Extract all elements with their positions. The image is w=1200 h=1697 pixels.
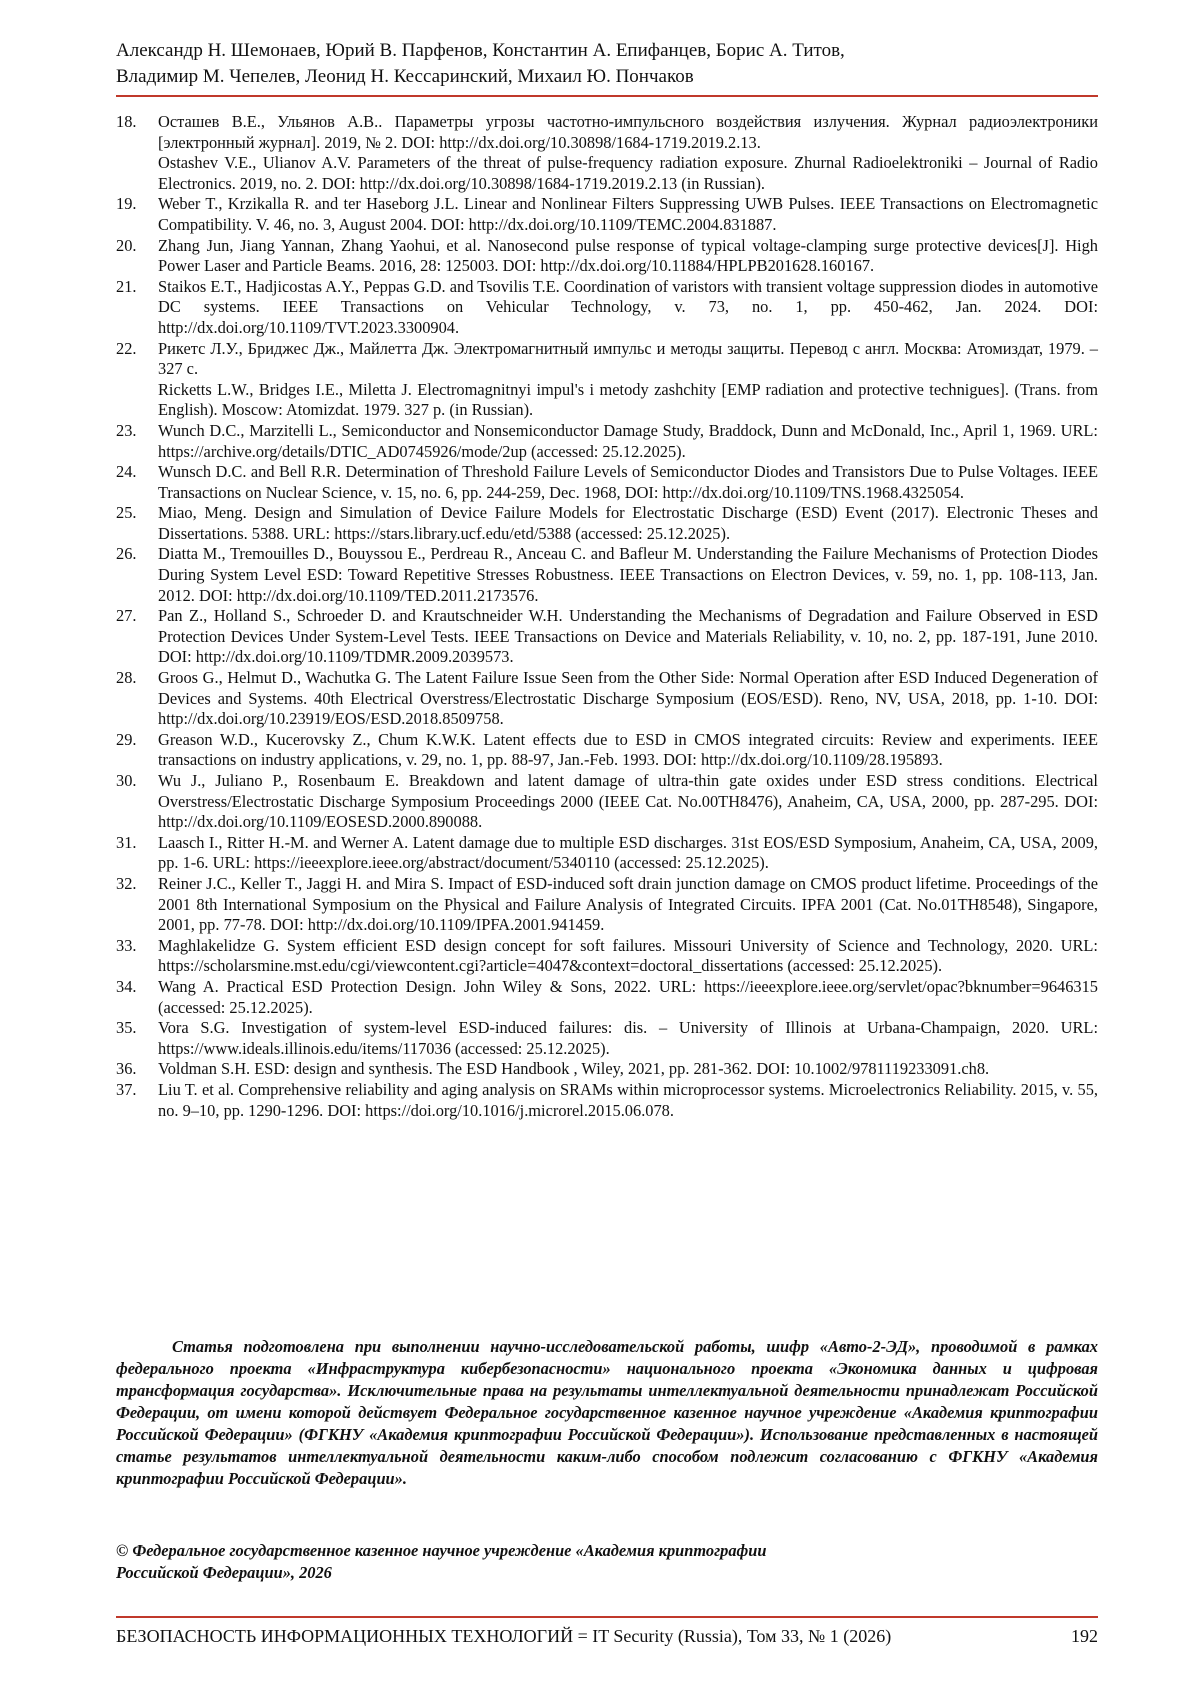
running-footer xyxy=(116,1624,1098,1648)
reference-text xyxy=(158,194,1098,235)
reference-number: 20. xyxy=(116,235,137,255)
reference-number: 29. xyxy=(116,729,137,749)
reference-item xyxy=(116,503,1098,544)
copyright-line-1: © Федеральное государственное казенное научное учреждение «Академия криптографии xyxy=(116,1541,767,1560)
reference-item xyxy=(116,874,1098,936)
reference-text xyxy=(158,606,1098,668)
reference-number: 34. xyxy=(116,976,137,996)
reference-item xyxy=(116,421,1098,462)
reference-number: 18. xyxy=(116,112,137,131)
reference-item xyxy=(116,606,1098,668)
reference-text xyxy=(158,833,1098,874)
reference-text xyxy=(158,277,1098,339)
reference-text xyxy=(158,503,1098,544)
page-number: 192 xyxy=(1071,1626,1098,1646)
reference-paragraph: Groos G., Helmut D., Wachutka G. The Latent Failure Issue Seen from the Other Side: Normal Operation after ESD Induced Degeneration of Devices and Systems. 40th Electrical Overstress/Electrostatic Discharge Symposium (EOS/ESD). Reno, NV, USA, 2018, pp. 1-10. DOI: http://dx.doi.org/10.23919/EOS/ESD.2018.8509758. xyxy=(158,668,1098,729)
reference-item xyxy=(116,833,1098,874)
copyright-line-2: Российской Федерации», 2026 xyxy=(116,1563,332,1582)
reference-text xyxy=(158,730,1098,771)
reference-text xyxy=(158,668,1098,730)
reference-item xyxy=(116,462,1098,503)
reference-paragraph: Liu T. et al. Comprehensive reliability and aging analysis on SRAMs within microprocessor systems. Microelectronics Reliability. 2015, v. 55, no. 9–10, pp. 1290-1296. DOI: https://doi.org/10.1016/j.microrel.2015.06.078. xyxy=(158,1079,1098,1120)
reference-paragraph: Greason W.D., Kucerovsky Z., Chum K.W.K. Latent effects due to ESD in CMOS integrated circuits: Review and experiments. IEEE transactions on industry applications, v. 29, no. 1, pp. 88-97, Jan.-Feb. 1993. DOI: http://dx.doi.org/10.1109/28.195893. xyxy=(158,729,1098,770)
reference-item xyxy=(116,194,1098,235)
reference-paragraph: Reiner J.C., Keller T., Jaggi H. and Mira S. Impact of ESD-induced soft drain junction damage on CMOS product lifetime. Proceedings of the 2001 8th International Symposium on the Physical and Failure Analysis of Integrated Circuits. IPFA 2001 (Cat. No.01TH8548), Singapore, 2001, pp. 77-78. DOI: http://dx.doi.org/10.1109/IPFA.2001.941459. xyxy=(158,873,1098,935)
reference-paragraph: Pan Z., Holland S., Schroeder D. and Krautschneider W.H. Understanding the Mechanisms of Degradation and Failure Observed in ESD Protection Devices Under System-Level Tests. IEEE Transactions on Device and Materials Reliability, v. 10, no. 2, pp. 187-191, June 2010. DOI: http://dx.doi.org/10.1109/TDMR.2009.2039573. xyxy=(158,606,1098,667)
authors-line-2: Владимир М. Чепелев, Леонид Н. Кессаринский, Михаил Ю. Пончаков xyxy=(116,66,694,87)
copyright-notice xyxy=(116,1540,1098,1584)
reference-item xyxy=(116,1080,1098,1121)
reference-item xyxy=(116,1018,1098,1059)
reference-number: 36. xyxy=(116,1059,137,1079)
reference-item xyxy=(116,730,1098,771)
reference-text xyxy=(158,112,1098,194)
reference-text xyxy=(158,936,1098,977)
reference-number: 19. xyxy=(116,194,137,214)
reference-paragraph: Ostashev V.E., Ulianov A.V. Parameters of the threat of pulse-frequency radiation exposure. Zhurnal Radioelektroniki – Journal of Radio Electronics. 2019, no. 2. DOI: http://dx.doi.org/10.30898/1684-1719.2019.2.13 (in Russian). xyxy=(158,153,1098,193)
reference-text xyxy=(158,462,1098,503)
reference-paragraph: Staikos E.T., Hadjicostas A.Y., Peppas G.D. and Tsovilis T.E. Coordination of varistors with transient voltage suppression diodes in automotive DC systems. IEEE Transactions on Vehicular Technology, v. 73, no. 1, pp. 450-462, Jan. 2024. DOI: http://dx.doi.org/10.1109/TVT.2023.3300904. xyxy=(158,276,1098,337)
reference-text xyxy=(158,1080,1098,1121)
reference-number: 31. xyxy=(116,832,137,852)
reference-text xyxy=(158,421,1098,462)
reference-paragraph: Laasch I., Ritter H.-M. and Werner A. Latent damage due to multiple ESD discharges. 31st EOS/ESD Symposium, Anaheim, CA, USA, 2009, pp. 1-6. URL: https://ieeexplore.ieee.org/abstract/document/5340110 (accessed: 25.12.2025). xyxy=(158,832,1098,873)
reference-number: 30. xyxy=(116,771,137,790)
reference-paragraph: Wunsch D.C. and Bell R.R. Determination of Threshold Failure Levels of Semiconductor Diodes and Transistors Due to Pulse Voltages. IEEE Transactions on Nuclear Science, v. 15, no. 6, pp. 244-259, Dec. 1968, DOI: http://dx.doi.org/10.1109/TNS.1968.4325054. xyxy=(158,462,1098,502)
journal-citation: БЕЗОПАСНОСТЬ ИНФОРМАЦИОННЫХ ТЕХНОЛОГИЙ = IT Security (Russia), Том 33, № 1 (2026) xyxy=(116,1626,892,1646)
reference-paragraph: Wu J., Juliano P., Rosenbaum E. Breakdown and latent damage of ultra-thin gate oxides under ESD stress conditions. Electrical Overstress/Electrostatic Discharge Symposium Proceedings 2000 (IEEE Cat. No.00TH8476), Anaheim, CA, USA, 2000, pp. 287-295. DOI: http://dx.doi.org/10.1109/EOSESD.2000.890088. xyxy=(158,771,1098,832)
running-header xyxy=(116,38,1096,90)
reference-item xyxy=(116,977,1098,1018)
reference-number: 26. xyxy=(116,544,137,564)
reference-item xyxy=(116,112,1098,194)
reference-item xyxy=(116,771,1098,833)
reference-number: 33. xyxy=(116,935,137,955)
reference-text xyxy=(158,339,1098,421)
reference-item xyxy=(116,936,1098,977)
reference-paragraph: Осташев В.Е., Ульянов А.В.. Параметры угрозы частотно-импульсного воздействия излучения. Журнал радиоэлектроники [электронный журнал]. 2019, № 2. DOI: http://dx.doi.org/10.30898/1684-1719.2019.2.13. xyxy=(158,112,1098,152)
reference-item xyxy=(116,277,1098,339)
reference-paragraph: Рикетс Л.У., Бриджес Дж., Майлетта Дж. Электромагнитный импульс и методы защиты. Перевод с англ. Москва: Атомиздат, 1979. – 327 с. xyxy=(158,338,1098,379)
reference-paragraph: Miao, Meng. Design and Simulation of Device Failure Models for Electrostatic Discharge (ESD) Event (2017). Electronic Theses and Dissertations. 5388. URL: https://stars.library.ucf.edu/etd/5388 (accessed: 25.12.2025). xyxy=(158,503,1098,543)
reference-text xyxy=(158,1059,1098,1080)
reference-number: 27. xyxy=(116,606,137,626)
reference-paragraph: Maghlakelidze G. System efficient ESD design concept for soft failures. Missouri University of Science and Technology, 2020. URL: https://scholarsmine.mst.edu/cgi/viewcontent.cgi?article=4047&context=doctoral_dissertations (accessed: 25.12.2025). xyxy=(158,935,1098,976)
reference-paragraph: Ricketts L.W., Bridges I.E., Miletta J. Electromagnitnyi impul's i metody zashchity [EMP radiation and protective technigues]. (Trans. from English). Moscow: Atomizdat. 1979. 327 p. (in Russian). xyxy=(158,379,1098,420)
reference-paragraph: Voldman S.H. ESD: design and synthesis. The ESD Handbook , Wiley, 2021, pp. 281-362. DOI: 10.1002/9781119233091.ch8. xyxy=(158,1059,990,1079)
reference-number: 22. xyxy=(116,338,137,358)
reference-paragraph: Zhang Jun, Jiang Yannan, Zhang Yaohui, et al. Nanosecond pulse response of typical voltage-clamping surge protective devices[J]. High Power Laser and Particle Beams. 2016, 28: 125003. DOI: http://dx.doi.org/10.11884/HPLPB201628.160167. xyxy=(158,235,1098,276)
reference-text xyxy=(158,874,1098,936)
reference-number: 35. xyxy=(116,1018,137,1038)
reference-text xyxy=(158,1018,1098,1059)
authors-line-1: Александр Н. Шемонаев, Юрий В. Парфенов, Константин А. Епифанцев, Борис А. Титов, xyxy=(116,40,845,61)
header-divider xyxy=(116,95,1098,97)
reference-paragraph: Diatta M., Tremouilles D., Bouyssou E., Perdreau R., Anceau C. and Bafleur M. Understanding the Failure Mechanisms of Protection Diodes During System Level ESD: Toward Repetitive Stresses Robustness. IEEE Transactions on Electron Devices, v. 59, no. 1, pp. 108-113, Jan. 2012. DOI: http://dx.doi.org/10.1109/TED.2011.2173576. xyxy=(158,544,1098,605)
funding-note: Статья подготовлена при выполнении научно-исследовательской работы, шифр «Авто-2-ЭД», проводимой в рамках федерального проекта «Инфраструктура кибербезопасности» национального проекта «Экономика данных и цифровая трансформация государства». Исключительные права на результаты интеллектуальной деятельности принадлежат Российской Федерации, от имени которой действует Федеральное государственное казенное научное учреждение «Академия криптографии Российской Федерации» (ФГКНУ «Академия криптографии Российской Федерации»). Использование представленных в настоящей статье результатов интеллектуальной деятельности каким-либо способом подлежит согласованию с ФГКНУ «Академия криптографии Российской Федерации». xyxy=(116,1337,1098,1488)
reference-text xyxy=(158,977,1098,1018)
reference-item xyxy=(116,1059,1098,1080)
reference-number: 24. xyxy=(116,462,137,482)
reference-item xyxy=(116,668,1098,730)
reference-number: 32. xyxy=(116,873,137,893)
reference-item xyxy=(116,339,1098,421)
reference-number: 25. xyxy=(116,503,137,523)
reference-paragraph: Vora S.G. Investigation of system-level ESD-induced failures: dis. – University of Illinois at Urbana-Champaign, 2020. URL: https://www.ideals.illinois.edu/items/117036 (accessed: 25.12.2025). xyxy=(158,1018,1098,1058)
reference-number: 21. xyxy=(116,276,137,296)
reference-text xyxy=(158,544,1098,606)
reference-item xyxy=(116,544,1098,606)
reference-number: 23. xyxy=(116,420,137,440)
reference-text xyxy=(158,771,1098,833)
reference-number: 28. xyxy=(116,668,137,688)
reference-text xyxy=(158,236,1098,277)
reference-number: 37. xyxy=(116,1079,137,1099)
reference-paragraph: Wang A. Practical ESD Protection Design. John Wiley & Sons, 2022. URL: https://ieeexplore.ieee.org/servlet/opac?bknumber=9646315 (accessed: 25.12.2025). xyxy=(158,976,1098,1017)
reference-item xyxy=(116,236,1098,277)
footer-divider xyxy=(116,1616,1098,1618)
reference-list xyxy=(116,112,1098,1121)
reference-paragraph: Wunch D.C., Marzitelli L., Semiconductor and Nonsemiconductor Damage Study, Braddock, Dunn and McDonald, Inc., April 1, 1969. URL: https://archive.org/details/DTIC_AD0745926/mode/2up (accessed: 25.12.2025). xyxy=(158,420,1098,461)
reference-paragraph: Weber T., Krzikalla R. and ter Haseborg J.L. Linear and Nonlinear Filters Suppressing UWB Pulses. IEEE Transactions on Electromagnetic Compatibility. V. 46, no. 3, August 2004. DOI: http://dx.doi.org/10.1109/TEMC.2004.831887. xyxy=(158,194,1098,234)
